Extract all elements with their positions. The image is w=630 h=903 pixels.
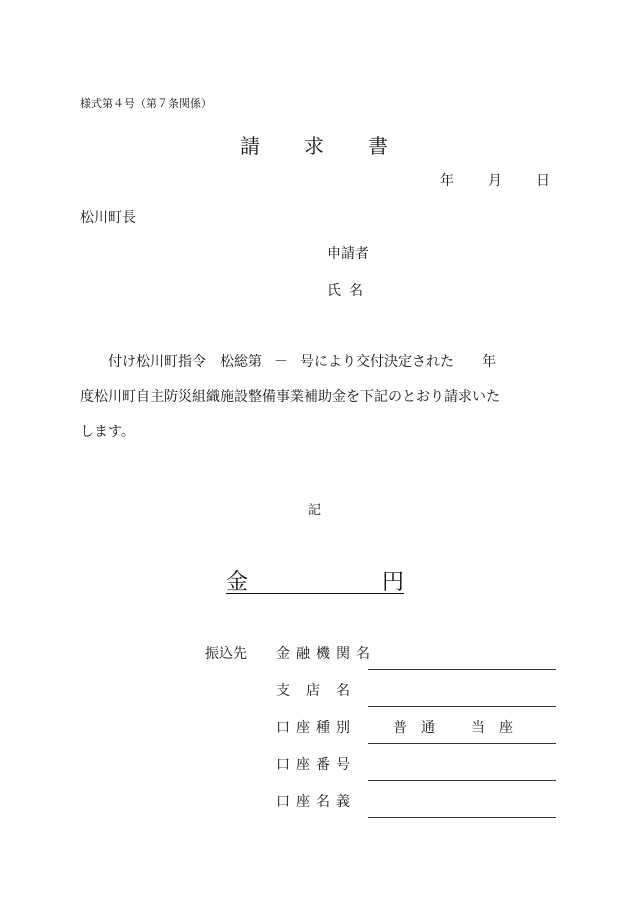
amount-suffix: 円: [381, 570, 404, 595]
record-mark: 記: [308, 503, 322, 518]
amount-field[interactable]: [226, 565, 404, 594]
date-day-label: 日: [536, 173, 550, 189]
institution-field[interactable]: [368, 669, 556, 670]
account-number-field[interactable]: [368, 780, 556, 781]
body-line-1: [80, 345, 554, 380]
account-holder-field[interactable]: [368, 817, 556, 818]
date-line: [440, 170, 550, 190]
body-line-3: します。: [80, 424, 135, 440]
institution-label: 金融機関名: [276, 646, 376, 662]
form-number: 様式第４号（第７条関係）: [80, 97, 212, 110]
account-holder-label: 口座名義: [276, 794, 356, 810]
amount-prefix: 金: [226, 570, 249, 595]
date-month-label: 月: [488, 173, 502, 189]
body-line-1a: 付け松川町指令: [108, 354, 206, 370]
body-line-2: 度松川町自主防災組織施設整備事業補助金を下記のとおり請求いた: [80, 389, 500, 405]
account-type-checking[interactable]: 当座: [471, 720, 527, 736]
title-char-3: 書: [368, 134, 388, 158]
request-body: [80, 345, 554, 450]
document-title: [240, 130, 432, 159]
date-year-label: 年: [440, 173, 454, 189]
body-line-1b: 松総第: [220, 354, 262, 370]
title-char-2: 求: [304, 134, 324, 158]
account-type-label: 口座種別: [276, 720, 356, 736]
account-number-label: 口座番号: [276, 757, 356, 773]
applicant-label: 申請者: [327, 246, 369, 262]
branch-field[interactable]: [368, 706, 556, 707]
transfer-destination-heading: 振込先: [205, 646, 247, 662]
applicant-name-label: 氏名: [327, 283, 371, 299]
body-line-1e: 年: [482, 354, 496, 370]
title-char-1: 請: [240, 134, 260, 158]
addressee: 松川町長: [80, 210, 136, 226]
body-line-1c: －: [274, 354, 288, 370]
account-type-ordinary[interactable]: 普通: [393, 720, 449, 736]
body-line-1d: 号により交付決定された: [300, 354, 454, 370]
account-type-options: [393, 717, 527, 737]
branch-label: 支店名: [276, 683, 366, 699]
account-type-field[interactable]: [368, 743, 556, 744]
